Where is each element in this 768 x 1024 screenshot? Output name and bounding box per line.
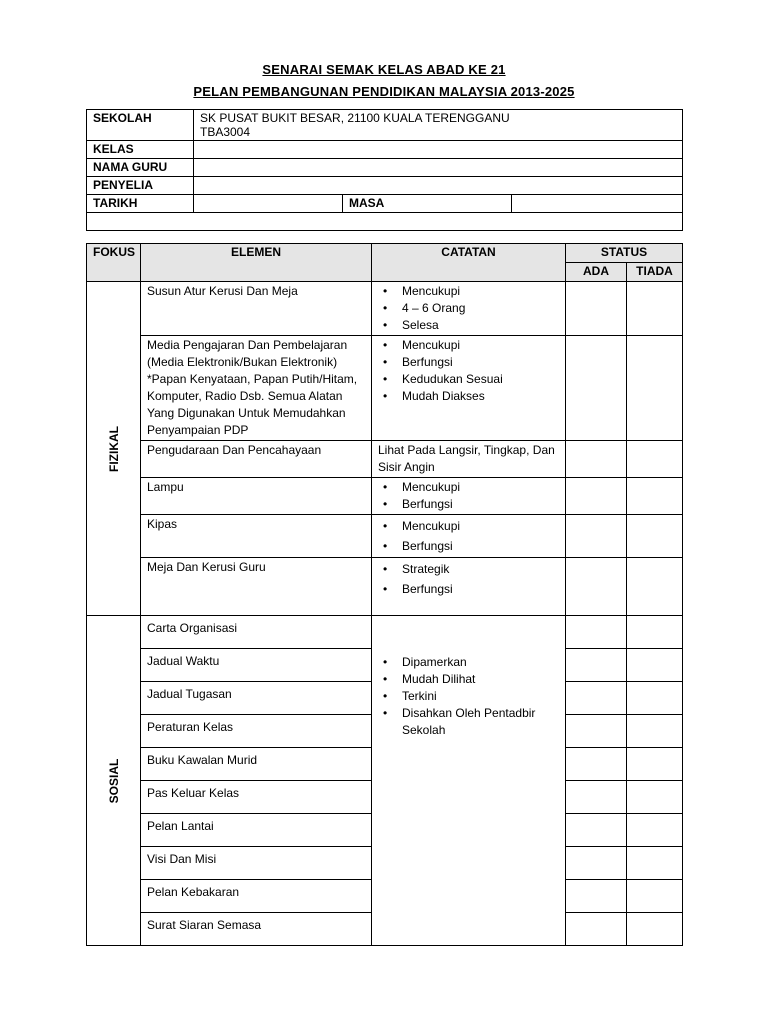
- penyelia-value[interactable]: [194, 177, 683, 195]
- header-fokus: FOKUS: [87, 244, 141, 282]
- elemen-cell: Jadual Tugasan: [141, 682, 372, 715]
- catatan-item: • Berfungsi: [378, 536, 559, 556]
- row-kelas: [87, 141, 683, 159]
- header-elemen: ELEMEN: [141, 244, 372, 282]
- header-row-1: [87, 244, 683, 263]
- elemen-cell: Kipas: [141, 515, 372, 558]
- catatan-item: • Mencukupi: [378, 283, 559, 300]
- header-catatan: CATATAN: [372, 244, 566, 282]
- penyelia-label: PENYELIA: [87, 177, 194, 195]
- tiada-checkbox-cell[interactable]: [627, 682, 683, 715]
- elemen-cell: Pas Keluar Kelas: [141, 781, 372, 814]
- catatan-cell: [372, 282, 566, 336]
- tiada-checkbox-cell[interactable]: [627, 748, 683, 781]
- ada-checkbox-cell[interactable]: [566, 515, 627, 558]
- catatan-item: • Mencukupi: [378, 337, 559, 354]
- catatan-cell: [372, 336, 566, 441]
- ada-checkbox-cell[interactable]: [566, 336, 627, 441]
- tiada-checkbox-cell[interactable]: [627, 282, 683, 336]
- elemen-cell: Pelan Lantai: [141, 814, 372, 847]
- tiada-checkbox-cell[interactable]: [627, 781, 683, 814]
- tiada-checkbox-cell[interactable]: [627, 814, 683, 847]
- ada-checkbox-cell[interactable]: [566, 748, 627, 781]
- elemen-cell: Susun Atur Kerusi Dan Meja: [141, 282, 372, 336]
- tiada-checkbox-cell[interactable]: [627, 478, 683, 515]
- ada-checkbox-cell[interactable]: [566, 682, 627, 715]
- ada-checkbox-cell[interactable]: [566, 441, 627, 478]
- header-status: STATUS: [566, 244, 683, 263]
- table-row: [87, 558, 683, 616]
- tarikh-value[interactable]: [194, 195, 343, 213]
- tiada-checkbox-cell[interactable]: [627, 649, 683, 682]
- catatan-item: • Mudah Dilihat: [378, 671, 559, 688]
- sekolah-value-line1: SK PUSAT BUKIT BESAR, 21100 KUALA TERENGGANU: [200, 111, 510, 125]
- catatan-item: • Mudah Diakses: [378, 388, 559, 405]
- fizikal-section-label: FIZIKAL: [87, 282, 141, 616]
- tiada-checkbox-cell[interactable]: [627, 913, 683, 946]
- ada-checkbox-cell[interactable]: [566, 715, 627, 748]
- sekolah-label: SEKOLAH: [87, 110, 194, 141]
- tiada-checkbox-cell[interactable]: [627, 847, 683, 880]
- sekolah-value-line2: TBA3004: [200, 125, 251, 139]
- ada-checkbox-cell[interactable]: [566, 814, 627, 847]
- elemen-cell: Visi Dan Misi: [141, 847, 372, 880]
- table-row: [87, 441, 683, 478]
- catatan-cell: Lihat Pada Langsir, Tingkap, Dan Sisir Angin: [372, 441, 566, 478]
- kelas-label: KELAS: [87, 141, 194, 159]
- row-blank: [87, 213, 683, 231]
- elemen-cell: Lampu: [141, 478, 372, 515]
- ada-checkbox-cell[interactable]: [566, 847, 627, 880]
- masa-label: MASA: [343, 195, 512, 213]
- ada-checkbox-cell[interactable]: [566, 880, 627, 913]
- tarikh-label: TARIKH: [87, 195, 194, 213]
- ada-checkbox-cell[interactable]: [566, 478, 627, 515]
- catatan-item: • Strategik: [378, 559, 559, 579]
- elemen-cell: Meja Dan Kerusi Guru: [141, 558, 372, 616]
- ada-checkbox-cell[interactable]: [566, 282, 627, 336]
- tiada-checkbox-cell[interactable]: [627, 336, 683, 441]
- table-row: [87, 336, 683, 441]
- tiada-checkbox-cell[interactable]: [627, 515, 683, 558]
- elemen-cell: Peraturan Kelas: [141, 715, 372, 748]
- catatan-cell: [372, 515, 566, 558]
- document-title: SENARAI SEMAK KELAS ABAD KE 21: [262, 62, 506, 77]
- elemen-cell: Buku Kawalan Murid: [141, 748, 372, 781]
- ada-checkbox-cell[interactable]: [566, 558, 627, 616]
- header-tiada: TIADA: [627, 263, 683, 282]
- checklist-table: [86, 243, 683, 946]
- ada-checkbox-cell[interactable]: [566, 649, 627, 682]
- catatan-item: • Berfungsi: [378, 354, 559, 371]
- table-row: [87, 282, 683, 336]
- document-subtitle: PELAN PEMBANGUNAN PENDIDIKAN MALAYSIA 2013-2025: [193, 84, 575, 99]
- catatan-item: • Mencukupi: [378, 479, 559, 496]
- catatan-cell: [372, 478, 566, 515]
- row-sekolah: [87, 110, 683, 141]
- elemen-cell: Jadual Waktu: [141, 649, 372, 682]
- elemen-cell: Media Pengajaran Dan Pembelajaran (Media Elektronik/Bukan Elektronik) *Papan Kenyataan, Papan Putih/Hitam, Komputer, Radio Dsb. Semua Alatan Yang Digunakan Untuk Memudahkan Penyampaian PDP: [141, 336, 372, 441]
- sosial-section-label: SOSIAL: [87, 616, 141, 946]
- catatan-item: • Mencukupi: [378, 516, 559, 536]
- info-table: [86, 109, 683, 231]
- row-tarikh: [87, 195, 683, 213]
- row-nama-guru: [87, 159, 683, 177]
- ada-checkbox-cell[interactable]: [566, 781, 627, 814]
- catatan-item: • Dipamerkan: [378, 654, 559, 671]
- sosial-catatan-cell: [372, 616, 566, 946]
- tiada-checkbox-cell[interactable]: [627, 558, 683, 616]
- catatan-item: • 4 – 6 Orang: [378, 300, 559, 317]
- catatan-item: • Selesa: [378, 317, 559, 334]
- table-row: [87, 515, 683, 558]
- table-row: [87, 616, 683, 649]
- nama-guru-value[interactable]: [194, 159, 683, 177]
- catatan-item: • Berfungsi: [378, 496, 559, 513]
- ada-checkbox-cell[interactable]: [566, 913, 627, 946]
- elemen-cell: Surat Siaran Semasa: [141, 913, 372, 946]
- tiada-checkbox-cell[interactable]: [627, 616, 683, 649]
- ada-checkbox-cell[interactable]: [566, 616, 627, 649]
- nama-guru-label: NAMA GURU: [87, 159, 194, 177]
- blank-cell: [87, 213, 683, 231]
- tiada-checkbox-cell[interactable]: [627, 715, 683, 748]
- catatan-cell: [372, 558, 566, 616]
- kelas-value[interactable]: [194, 141, 683, 159]
- tiada-checkbox-cell[interactable]: [627, 441, 683, 478]
- elemen-cell: Pelan Kebakaran: [141, 880, 372, 913]
- sekolah-value: [194, 110, 683, 141]
- elemen-cell: Carta Organisasi: [141, 616, 372, 649]
- table-row: [87, 478, 683, 515]
- tiada-checkbox-cell[interactable]: [627, 880, 683, 913]
- header-ada: ADA: [566, 263, 627, 282]
- masa-value[interactable]: [512, 195, 683, 213]
- catatan-item: • Kedudukan Sesuai: [378, 371, 559, 388]
- row-penyelia: [87, 177, 683, 195]
- elemen-cell: Pengudaraan Dan Pencahayaan: [141, 441, 372, 478]
- catatan-item: • Disahkan Oleh Pentadbir Sekolah: [378, 705, 559, 739]
- catatan-item: • Berfungsi: [378, 579, 559, 599]
- catatan-item: • Terkini: [378, 688, 559, 705]
